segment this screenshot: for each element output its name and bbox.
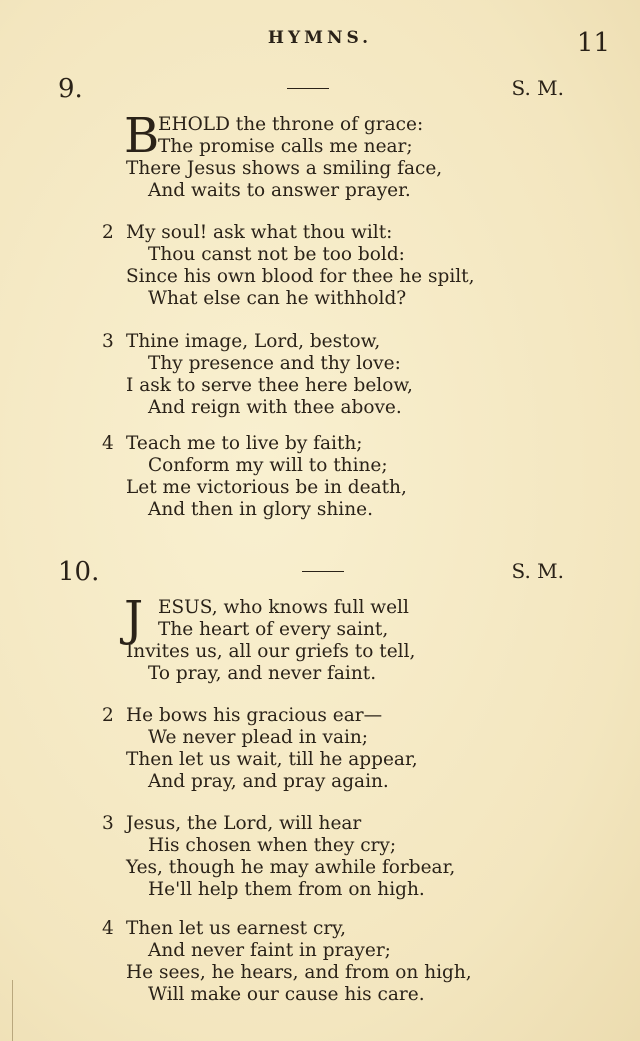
- verse-line: He'll help them from on high.: [148, 879, 425, 900]
- verse-line: The promise calls me near;: [158, 136, 413, 157]
- verse-line: Since his own blood for thee he spilt,: [126, 266, 475, 287]
- verse-line: ESUS, who knows full well: [158, 597, 409, 618]
- verse-line: His chosen when they cry;: [148, 835, 397, 856]
- hymn-meter: S. M.: [511, 559, 564, 583]
- hymn-meter: S. M.: [511, 76, 564, 100]
- verse-line: And reign with thee above.: [148, 397, 402, 418]
- stanza-number: 3: [102, 813, 114, 834]
- verse-line: We never plead in vain;: [148, 727, 369, 748]
- stanza-number: 4: [102, 433, 114, 454]
- page-edge-mark: [12, 980, 13, 1041]
- verse-line: And pray, and pray again.: [148, 771, 389, 792]
- running-head: HYMNS.: [267, 28, 373, 48]
- hymn-9-header: [0, 74, 640, 106]
- verse-line: The heart of every saint,: [158, 619, 389, 640]
- hymn-9-stanza-2: [0, 222, 640, 310]
- verse-line: And waits to answer prayer.: [148, 180, 411, 201]
- verse-line: Jesus, the Lord, will hear: [126, 813, 362, 834]
- verse-line: And then in glory shine.: [148, 499, 373, 520]
- verse-line: I ask to serve thee here below,: [126, 375, 413, 396]
- stanza-number: 2: [102, 705, 114, 726]
- hymn-10-header: [0, 557, 640, 589]
- verse-line: He bows his gracious ear—: [126, 705, 383, 726]
- stanza-number: 4: [102, 918, 114, 939]
- verse-line: EHOLD the throne of grace:: [158, 114, 424, 135]
- verse-line: Let me victorious be in death,: [126, 477, 407, 498]
- verse-line: Yes, though he may awhile forbear,: [126, 857, 456, 878]
- verse-line: Teach me to live by faith;: [126, 433, 363, 454]
- hymn-9-stanza-4: [0, 433, 640, 521]
- verse-line: My soul! ask what thou wilt:: [126, 222, 393, 243]
- hymn-10-stanza-2: [0, 705, 640, 793]
- verse-line: Then let us wait, till he appear,: [126, 749, 418, 770]
- drop-cap: J: [124, 591, 144, 647]
- verse-line: There Jesus shows a smiling face,: [126, 158, 443, 179]
- verse-line: He sees, he hears, and from on high,: [126, 962, 472, 983]
- verse-line: Conform my will to thine;: [148, 455, 388, 476]
- hymn-10-stanza-4: [0, 918, 640, 1006]
- hymn-rule: [287, 88, 329, 89]
- hymn-10-stanza-1: [0, 591, 640, 685]
- verse-line: Thine image, Lord, bestow,: [126, 331, 381, 352]
- hymn-10-stanza-3: [0, 813, 640, 901]
- verse-line: Thy presence and thy love:: [148, 353, 401, 374]
- verse-line: And never faint in prayer;: [148, 940, 391, 961]
- stanza-number: 2: [102, 222, 114, 243]
- stanza-number: 3: [102, 331, 114, 352]
- page-number: 11: [576, 28, 610, 58]
- hymn-number: 9.: [58, 74, 83, 104]
- hymn-rule: [302, 571, 344, 572]
- verse-line: Will make our cause his care.: [148, 984, 425, 1005]
- verse-line: Then let us earnest cry,: [126, 918, 347, 939]
- verse-line: Invites us, all our griefs to tell,: [126, 641, 416, 662]
- verse-line: What else can he withhold?: [148, 288, 407, 309]
- verse-line: Thou canst not be too bold:: [148, 244, 405, 265]
- hymn-number: 10.: [58, 557, 100, 587]
- hymn-9-stanza-1: [0, 108, 640, 202]
- verse-line: To pray, and never faint.: [148, 663, 377, 684]
- drop-cap: B: [124, 108, 160, 164]
- hymn-9-stanza-3: [0, 331, 640, 419]
